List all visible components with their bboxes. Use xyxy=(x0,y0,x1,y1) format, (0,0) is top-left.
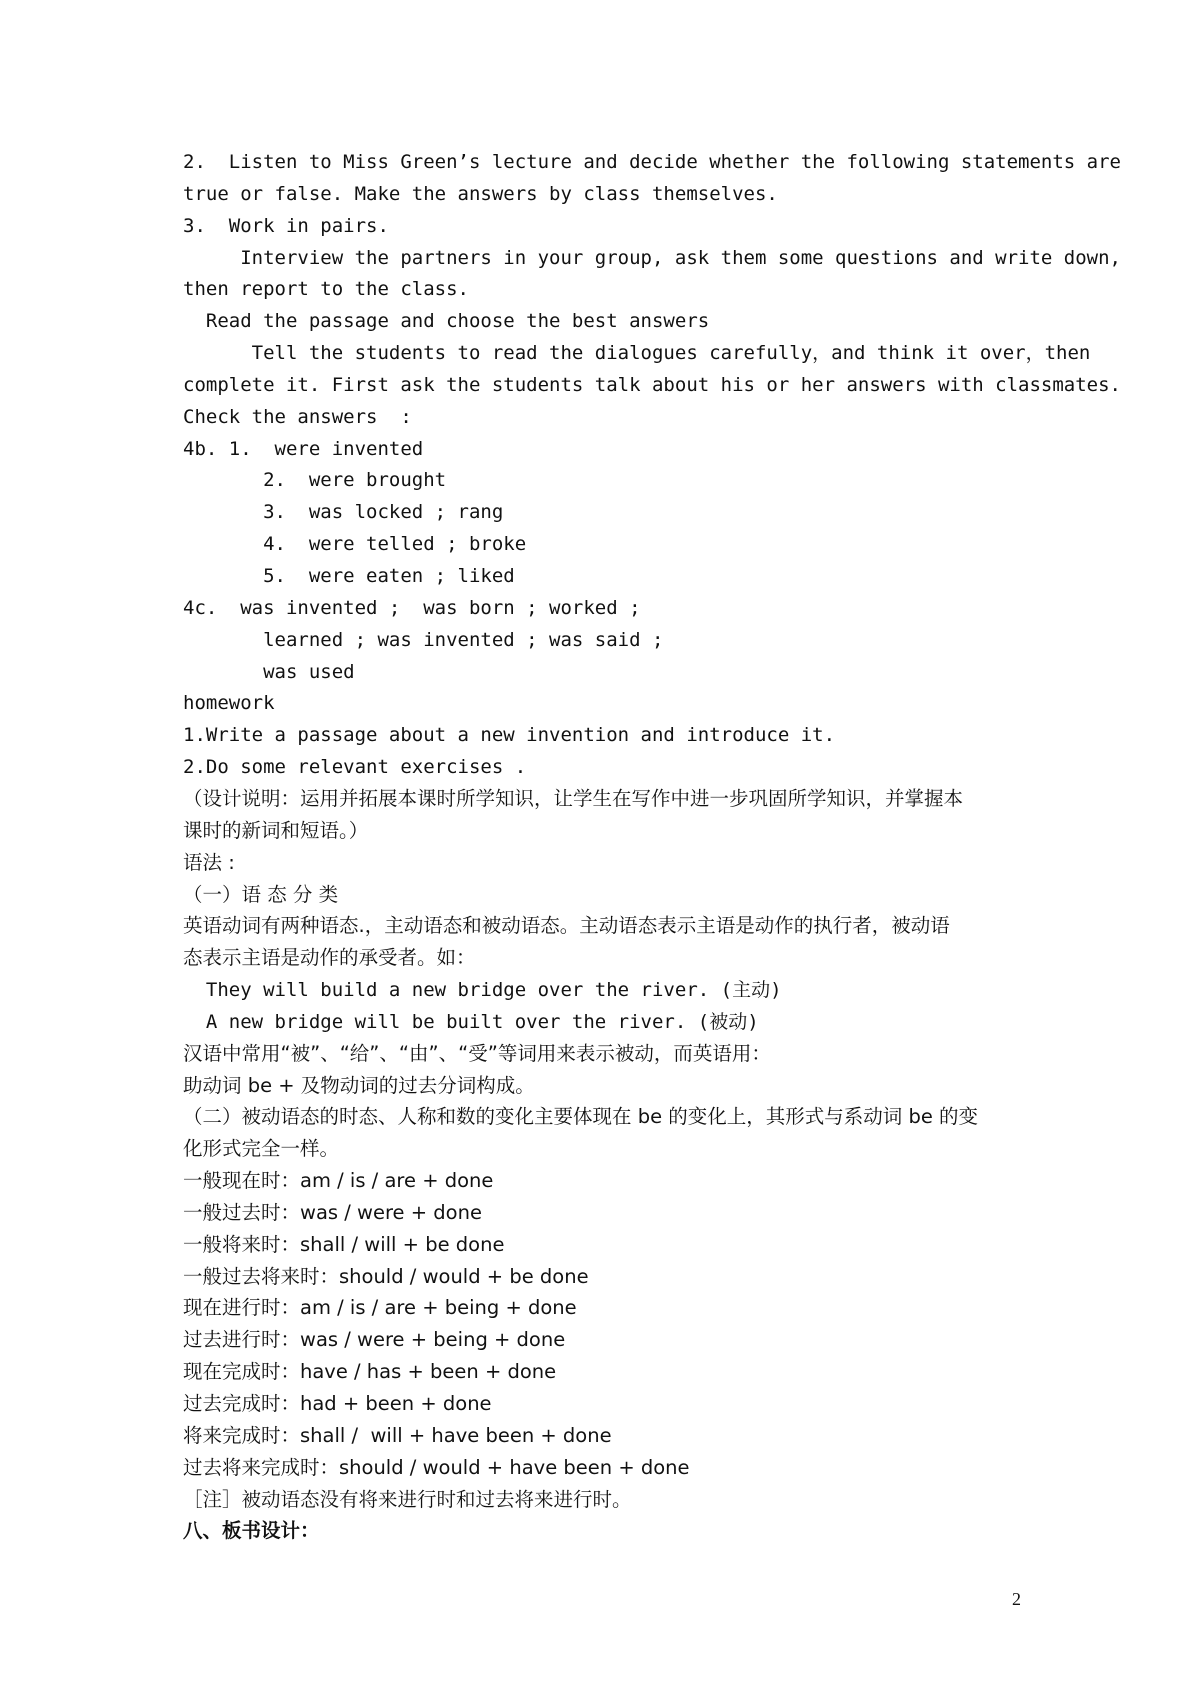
tense-form-line: 一般过去将来时：should / would + be done xyxy=(183,1265,589,1288)
text-line: 2.Do some relevant exercises . xyxy=(183,756,527,778)
text-line: 化形式完全一样。 xyxy=(183,1137,340,1160)
tense-form-line: 将来完成时：shall / will + have been + done xyxy=(183,1424,612,1447)
text-line: complete it. First ask the students talk about his or her answers with classmates. xyxy=(183,374,1121,396)
note-line: ［注］被动语态没有将来进行时和过去将来进行时。 xyxy=(183,1488,632,1511)
tense-form-line: 现在完成时：have / has + been + done xyxy=(183,1360,557,1383)
text-line: 态表示主语是动作的承受者。如： xyxy=(183,946,476,969)
text-line: 助动词 be + 及物动词的过去分词构成。 xyxy=(183,1074,535,1097)
text-line: homework xyxy=(183,692,275,714)
text-line: 2. were brought xyxy=(183,469,447,491)
tense-form-line: 过去完成时：had + been + done xyxy=(183,1392,492,1415)
tense-form-line: 一般过去时：was / were + done xyxy=(183,1201,482,1224)
text-line: 汉语中常用“被”、“给”、“由”、“受”等词用来表示被动，而英语用： xyxy=(183,1042,771,1065)
example-sentence: A new bridge will be built over the river. (被动) xyxy=(183,1011,759,1033)
board-design-heading: 八、板书设计： xyxy=(183,1519,320,1542)
design-note-line: （设计说明：运用并拓展本课时所学知识，让学生在写作中进一步巩固所学知识，并掌握本 xyxy=(183,787,964,810)
text-line: 3. was locked ; rang xyxy=(183,501,504,523)
text-line: 5. were eaten ; liked xyxy=(183,565,515,587)
section-heading: （一）语 态 分 类 xyxy=(183,883,339,906)
text-line: Read the passage and choose the best answers xyxy=(183,310,710,332)
tense-form-line: 一般将来时：shall / will + be done xyxy=(183,1233,505,1256)
text-line: then report to the class. xyxy=(183,278,469,300)
text-line: 3. Work in pairs. xyxy=(183,215,389,237)
text-line: 英语动词有两种语态.，主动语态和被动语态。主动语态表示主语是动作的执行者，被动语 xyxy=(183,914,950,937)
text-line: Check the answers : xyxy=(183,406,412,428)
text-line: true or false. Make the answers by class themselves. xyxy=(183,183,778,205)
text-line: learned ; was invented ; was said ; xyxy=(183,629,664,651)
section-heading: （二）被动语态的时态、人称和数的变化主要体现在 be 的变化上，其形式与系动词 be 的变 xyxy=(183,1105,979,1128)
grammar-heading: 语法 : xyxy=(183,851,235,874)
text-line: 4. were telled ; broke xyxy=(183,533,527,555)
text-line: 1.Write a passage about a new invention and introduce it. xyxy=(183,724,836,746)
tense-form-line: 现在进行时：am / is / are + being + done xyxy=(183,1296,577,1319)
text-line: 4b. 1. were invented xyxy=(183,438,424,460)
text-line: 2. Listen to Miss Green’s lecture and decide whether the following statements are xyxy=(183,151,1121,173)
tense-form-line: 过去将来完成时：should / would + have been + done xyxy=(183,1456,690,1479)
example-sentence: They will build a new bridge over the river. (主动) xyxy=(183,979,782,1001)
tense-form-line: 一般现在时：am / is / are + done xyxy=(183,1169,494,1192)
text-line: 4c. was invented ; was born ; worked ; xyxy=(183,597,641,619)
tense-form-line: 过去进行时：was / were + being + done xyxy=(183,1328,566,1351)
text-line: Tell the students to read the dialogues carefully，and think it over，then xyxy=(183,342,1091,364)
design-note-line: 课时的新词和短语。） xyxy=(183,819,369,842)
text-line: Interview the partners in your group, ask them some questions and write down, xyxy=(183,247,1121,269)
text-line: was used xyxy=(183,661,355,683)
page-number: 2 xyxy=(1012,1589,1021,1609)
